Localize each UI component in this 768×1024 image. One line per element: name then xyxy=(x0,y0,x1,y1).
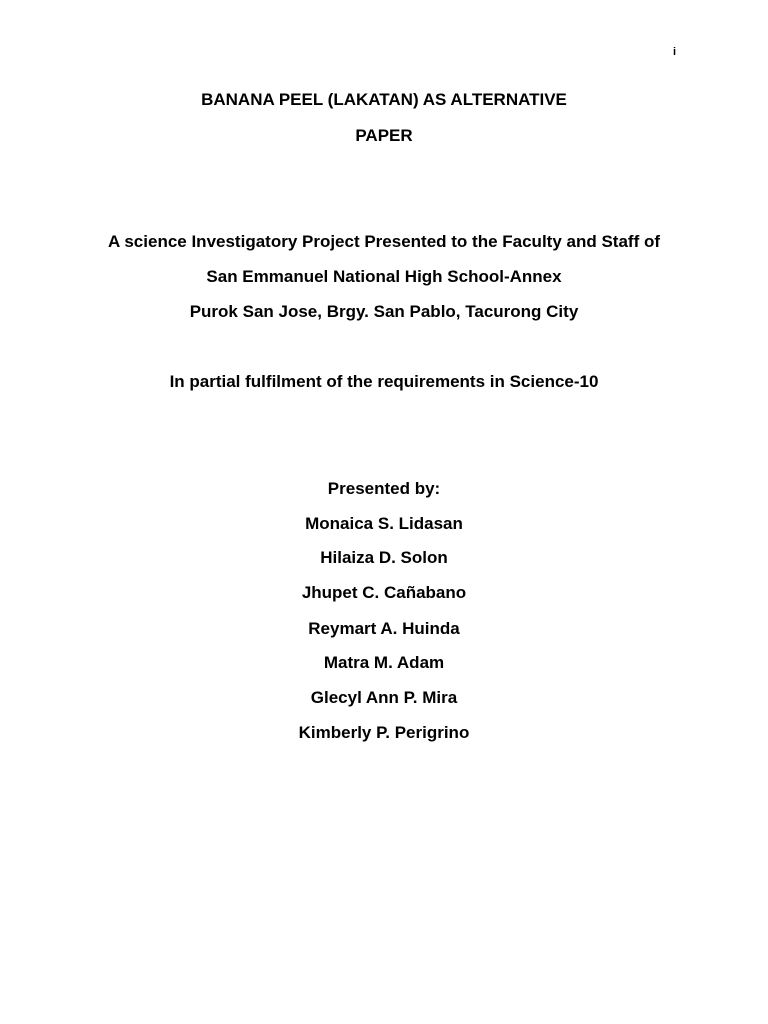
author-name: Reymart A. Huinda xyxy=(308,619,460,638)
subtitle-line-1: A science Investigatory Project Presented to the Faculty and Staff of xyxy=(107,232,660,251)
presented-by-label: Presented by: xyxy=(327,479,441,498)
author-name: Hilaiza D. Solon xyxy=(320,548,448,567)
author-name: Jhupet C. Cañabano xyxy=(301,583,467,602)
author-name: Glecyl Ann P. Mira xyxy=(310,688,458,707)
title-line-2: PAPER xyxy=(355,126,413,145)
author-name: Kimberly P. Perigrino xyxy=(298,723,470,742)
requirement-statement: In partial fulfilment of the requirements in Science-10 xyxy=(169,372,599,391)
school-name: San Emmanuel National High School-Annex xyxy=(206,267,562,286)
author-name: Matra M. Adam xyxy=(323,653,445,672)
author-name: Monaica S. Lidasan xyxy=(305,514,463,533)
school-address: Purok San Jose, Brgy. San Pablo, Tacurong City xyxy=(189,302,579,321)
title-line-1: BANANA PEEL (LAKATAN) AS ALTERNATIVE xyxy=(201,90,567,109)
page-number: i xyxy=(672,46,676,58)
